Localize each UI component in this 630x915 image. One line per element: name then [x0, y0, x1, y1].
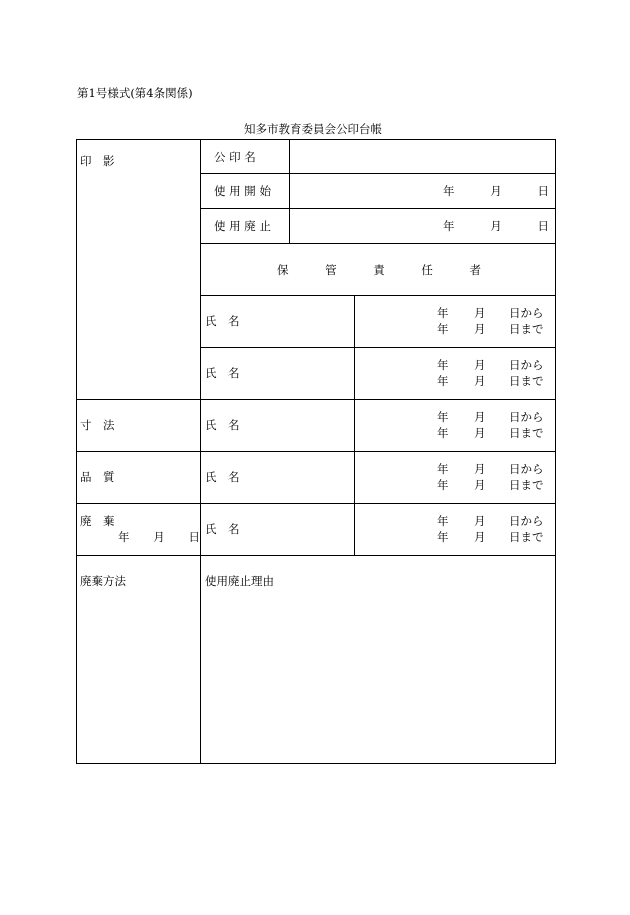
- period-month-from: 月: [474, 514, 486, 528]
- period-year-to: 年: [437, 530, 449, 544]
- row-line: [200, 295, 556, 296]
- row-line: [76, 399, 556, 400]
- use-start-label: 使 用 開 始: [214, 184, 271, 198]
- disposal-date: [118, 530, 200, 544]
- day-label: 日: [537, 219, 549, 233]
- disposal-method-label: 廃棄方法: [80, 574, 126, 588]
- seal-impression-label: 印 影: [80, 154, 115, 168]
- info-label-divider: [289, 139, 290, 243]
- quality-label: 品 質: [80, 470, 115, 484]
- period-day-to: 日まで: [509, 478, 544, 492]
- custodian-name-label: 氏 名: [205, 366, 240, 380]
- period-month-to: 月: [474, 478, 486, 492]
- seal-name-label: 公 印 名: [214, 150, 256, 164]
- use-end-label: 使 用 廃 止: [214, 219, 271, 233]
- period-day-from: 日から: [509, 462, 544, 476]
- row-line: [76, 555, 556, 556]
- month-label: 月: [153, 530, 165, 544]
- table-top-border: [76, 139, 556, 140]
- use-end-reason-label: 使用廃止理由: [205, 574, 274, 588]
- custodian-name-label: 氏 名: [205, 314, 240, 328]
- row-line: [76, 503, 556, 504]
- period-month-to: 月: [474, 374, 486, 388]
- period-year-to: 年: [437, 374, 449, 388]
- period-year-to: 年: [437, 426, 449, 440]
- custodian-name-label: 氏 名: [205, 418, 240, 432]
- row-line: [200, 243, 556, 244]
- period-year-to: 年: [437, 322, 449, 336]
- period-day-to: 日まで: [509, 374, 544, 388]
- row-line: [200, 173, 556, 174]
- period-day-from: 日から: [509, 358, 544, 372]
- day-label: 日: [188, 530, 200, 544]
- disposal-label: 廃 棄: [80, 514, 115, 528]
- period-day-from: 日から: [509, 306, 544, 320]
- month-label: 月: [490, 184, 502, 198]
- period-day-to: 日まで: [509, 426, 544, 440]
- period-year-from: 年: [437, 306, 449, 320]
- custodian-header: [277, 263, 481, 277]
- period-month-from: 月: [474, 358, 486, 372]
- custodian-name-label: 氏 名: [205, 522, 240, 536]
- period-month-from: 月: [474, 410, 486, 424]
- row-line: [200, 208, 556, 209]
- custodian-header-char: 者: [469, 263, 481, 277]
- custodian-column-divider: [354, 295, 355, 555]
- custodian-header-char: 任: [421, 263, 433, 277]
- year-label: 年: [443, 219, 455, 233]
- month-label: 月: [490, 219, 502, 233]
- period-year-from: 年: [437, 358, 449, 372]
- year-label: 年: [118, 530, 130, 544]
- period-day-from: 日から: [509, 514, 544, 528]
- period-year-from: 年: [437, 462, 449, 476]
- custodian-header-char: 保: [277, 263, 289, 277]
- use-start-date: [443, 184, 549, 198]
- period-month-from: 月: [474, 306, 486, 320]
- period-year-to: 年: [437, 478, 449, 492]
- period-month-to: 月: [474, 426, 486, 440]
- period-day-to: 日まで: [509, 322, 544, 336]
- year-label: 年: [443, 184, 455, 198]
- form-number: 第1号様式(第4条関係): [77, 86, 193, 100]
- period-year-from: 年: [437, 514, 449, 528]
- period-month-to: 月: [474, 530, 486, 544]
- dimensions-label: 寸 法: [80, 418, 115, 432]
- custodian-header-char: 管: [325, 263, 337, 277]
- page-title: 知多市教育委員会公印台帳: [244, 122, 382, 136]
- day-label: 日: [537, 184, 549, 198]
- table-bottom-border: [76, 763, 556, 764]
- period-day-to: 日まで: [509, 530, 544, 544]
- period-day-from: 日から: [509, 410, 544, 424]
- period-year-from: 年: [437, 410, 449, 424]
- custodian-header-char: 責: [373, 263, 385, 277]
- use-end-date: [443, 219, 549, 233]
- period-month-to: 月: [474, 322, 486, 336]
- row-line: [200, 347, 556, 348]
- custodian-name-label: 氏 名: [205, 470, 240, 484]
- period-month-from: 月: [474, 462, 486, 476]
- row-line: [76, 451, 556, 452]
